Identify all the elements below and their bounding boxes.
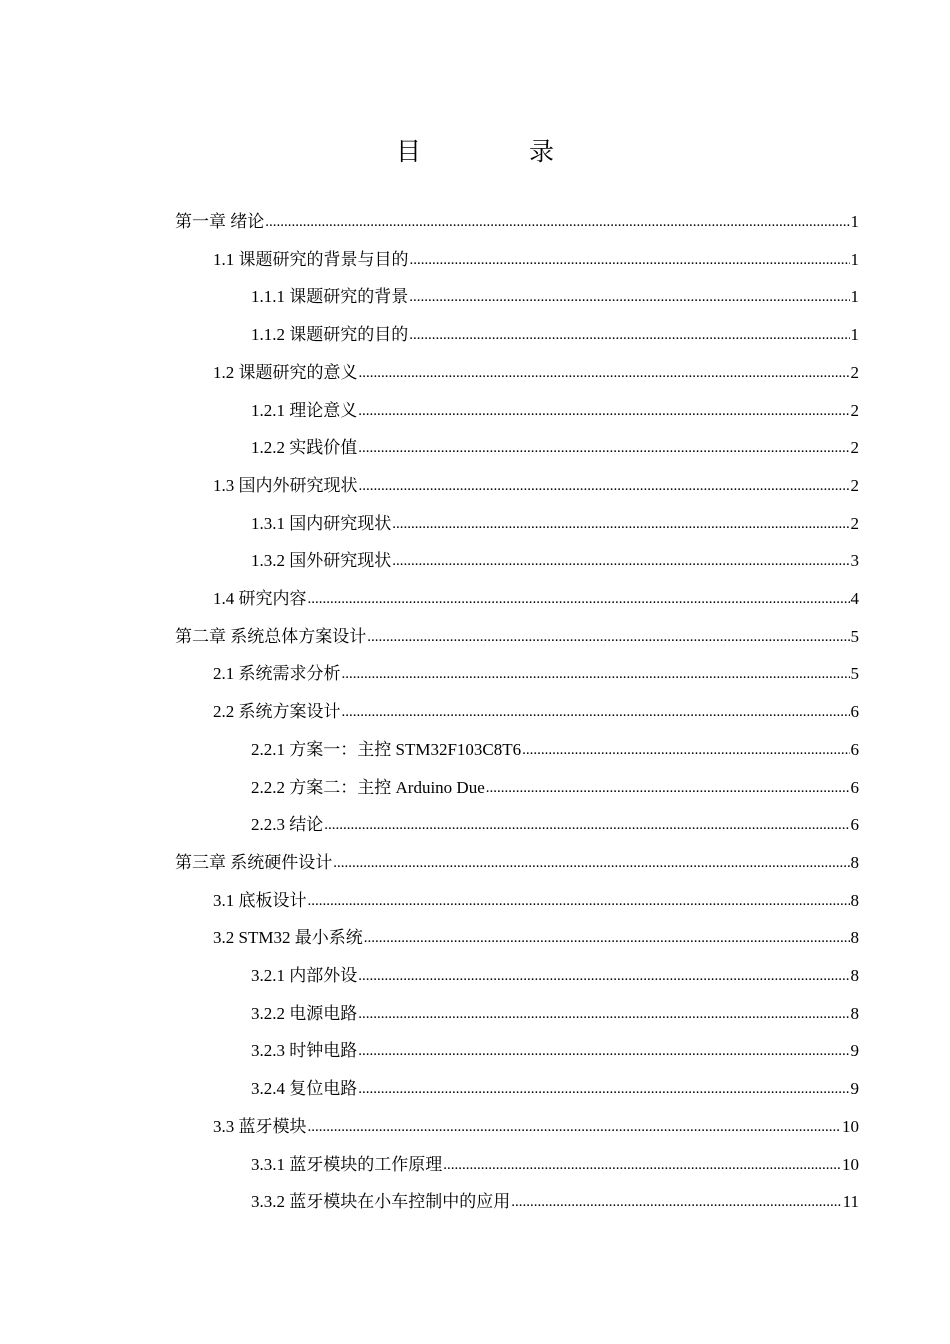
toc-entry-label: 2.1 系统需求分析 xyxy=(213,664,341,684)
toc-dot-leader xyxy=(358,437,849,459)
toc-entry[interactable] xyxy=(251,384,859,422)
toc-entry[interactable] xyxy=(251,723,859,761)
toc-entry-page-number: 1 xyxy=(850,325,859,345)
toc-entry[interactable] xyxy=(251,761,859,799)
toc-entry-label: 3.2 STM32 最小系统 xyxy=(213,928,363,948)
toc-entry[interactable] xyxy=(213,233,859,271)
toc-entry[interactable] xyxy=(213,874,859,912)
toc-entry-page-number: 2 xyxy=(850,513,859,533)
toc-entry-page-number: 2 xyxy=(850,400,859,420)
toc-entry[interactable] xyxy=(251,497,859,535)
toc-entry[interactable] xyxy=(251,421,859,459)
toc-entry[interactable] xyxy=(213,911,859,949)
toc-dot-leader xyxy=(522,739,849,761)
toc-dot-leader xyxy=(358,400,849,422)
toc-dot-leader xyxy=(486,777,850,799)
toc-entry[interactable] xyxy=(251,798,859,836)
toc-entry[interactable] xyxy=(251,270,859,308)
toc-entry-label: 3.1 底板设计 xyxy=(213,890,307,910)
toc-dot-leader xyxy=(358,1003,849,1025)
toc-entry-label: 1.1 课题研究的背景与目的 xyxy=(213,249,409,269)
toc-entry-label: 1.3.2 国外研究现状 xyxy=(251,551,392,571)
toc-entry[interactable] xyxy=(213,346,859,384)
toc-entry-label: 2.2.2 方案二：主控 Arduino Due xyxy=(251,777,485,797)
toc-entry-label: 第三章 系统硬件设计 xyxy=(175,852,333,872)
toc-entry-label: 3.2.1 内部外设 xyxy=(251,966,358,985)
toc-entry[interactable] xyxy=(251,949,859,987)
toc-entry[interactable] xyxy=(251,987,859,1025)
toc-dot-leader xyxy=(342,663,850,685)
toc-entry-page-number: 1 xyxy=(850,212,859,231)
toc-entry-page-number: 3 xyxy=(850,551,859,571)
toc-dot-leader xyxy=(364,927,850,949)
toc-entry-page-number: 1 xyxy=(850,249,859,269)
toc-entry[interactable] xyxy=(175,195,859,233)
toc-entry-page-number: 10 xyxy=(842,1116,859,1136)
toc-dot-leader xyxy=(410,249,850,271)
toc-dot-leader xyxy=(359,362,850,384)
toc-dot-leader xyxy=(308,588,850,610)
toc-entry-label: 1.4 研究内容 xyxy=(213,589,307,608)
toc-dot-leader xyxy=(358,1040,849,1062)
toc-entry-label: 1.3 国内外研究现状 xyxy=(213,475,358,495)
toc-dot-leader xyxy=(265,211,849,233)
toc-entry-label: 1.2.2 实践价值 xyxy=(251,438,358,458)
toc-entry-page-number: 8 xyxy=(850,928,859,948)
toc-dot-leader xyxy=(358,1078,849,1100)
page-title: 目 录 xyxy=(396,137,604,166)
toc-dot-leader xyxy=(342,701,850,723)
toc-entry-label: 2.2.1 方案一：主控 STM32F103C8T6 xyxy=(251,739,522,759)
toc-entry[interactable] xyxy=(213,459,859,497)
toc-dot-leader xyxy=(443,1154,841,1176)
toc-entry-page-number: 6 xyxy=(850,739,859,759)
toc-entry-page-number: 6 xyxy=(850,777,859,797)
toc-entry-page-number: 2 xyxy=(850,362,859,382)
toc-dot-leader xyxy=(392,513,849,535)
toc-entry[interactable] xyxy=(213,685,859,723)
toc-entry[interactable] xyxy=(213,1100,859,1138)
toc-dot-leader xyxy=(367,626,849,648)
toc-entry-page-number: 6 xyxy=(850,702,859,722)
toc-entry-label: 1.2 课题研究的意义 xyxy=(213,362,358,382)
toc-entry-page-number: 4 xyxy=(850,589,859,608)
toc-entry[interactable] xyxy=(251,308,859,346)
toc-entry-page-number: 5 xyxy=(850,626,859,646)
toc-entry-page-number: 8 xyxy=(850,966,859,985)
toc-entry-page-number: 9 xyxy=(850,1079,859,1099)
toc-entry[interactable] xyxy=(213,572,859,610)
toc-entry-page-number: 1 xyxy=(850,287,859,307)
toc-entry-page-number: 9 xyxy=(850,1041,859,1061)
toc-entry-page-number: 2 xyxy=(850,438,859,458)
toc-entry-page-number: 6 xyxy=(850,815,859,835)
toc-entry-label: 第一章 绪论 xyxy=(175,212,265,231)
toc-entry-label: 2.2 系统方案设计 xyxy=(213,702,341,722)
toc-entry-label: 1.2.1 理论意义 xyxy=(251,400,358,420)
toc-entry-label: 1.1.1 课题研究的背景 xyxy=(251,287,409,307)
toc-entry-page-number: 5 xyxy=(850,664,859,684)
toc-entry-page-number: 8 xyxy=(850,890,859,910)
toc-entry-page-number: 8 xyxy=(850,852,859,872)
toc-dot-leader xyxy=(308,890,850,912)
toc-entry-page-number: 11 xyxy=(842,1192,859,1212)
toc-entry[interactable] xyxy=(175,610,859,648)
toc-dot-leader xyxy=(308,1116,842,1138)
toc-entry[interactable] xyxy=(213,647,859,685)
toc-entry-page-number: 10 xyxy=(842,1154,859,1174)
toc-dot-leader xyxy=(392,550,849,572)
toc-entry-label: 3.3 蓝牙模块 xyxy=(213,1116,307,1136)
toc-entry[interactable] xyxy=(251,534,859,572)
toc-dot-leader xyxy=(324,814,849,836)
toc-dot-leader xyxy=(409,286,849,308)
toc-dot-leader xyxy=(359,475,850,497)
toc-dot-leader xyxy=(409,324,849,346)
toc-entry-label: 3.2.2 电源电路 xyxy=(251,1003,358,1023)
toc-entry-label: 3.3.1 蓝牙模块的工作原理 xyxy=(251,1154,443,1174)
toc-entry-label: 2.2.3 结论 xyxy=(251,815,324,835)
toc-dot-leader xyxy=(511,1191,841,1213)
toc-entry[interactable] xyxy=(251,1138,859,1176)
toc-entry-label: 1.1.2 课题研究的目的 xyxy=(251,325,409,345)
toc-entry-label: 1.3.1 国内研究现状 xyxy=(251,513,392,533)
toc-entry-page-number: 8 xyxy=(850,1003,859,1023)
toc-entry-label: 3.3.2 蓝牙模块在小车控制中的应用 xyxy=(251,1192,511,1212)
toc-entry-page-number: 2 xyxy=(850,475,859,495)
toc-dot-leader xyxy=(358,965,849,987)
toc-entry[interactable] xyxy=(251,1062,859,1100)
toc-entry-label: 3.2.4 复位电路 xyxy=(251,1079,358,1099)
toc-dot-leader xyxy=(333,852,849,874)
toc-entry[interactable] xyxy=(175,836,859,874)
toc-entry-label: 第二章 系统总体方案设计 xyxy=(175,626,367,646)
toc-entry[interactable] xyxy=(251,1024,859,1062)
toc-entry-label: 3.2.3 时钟电路 xyxy=(251,1041,358,1061)
toc-entry[interactable] xyxy=(251,1175,859,1213)
